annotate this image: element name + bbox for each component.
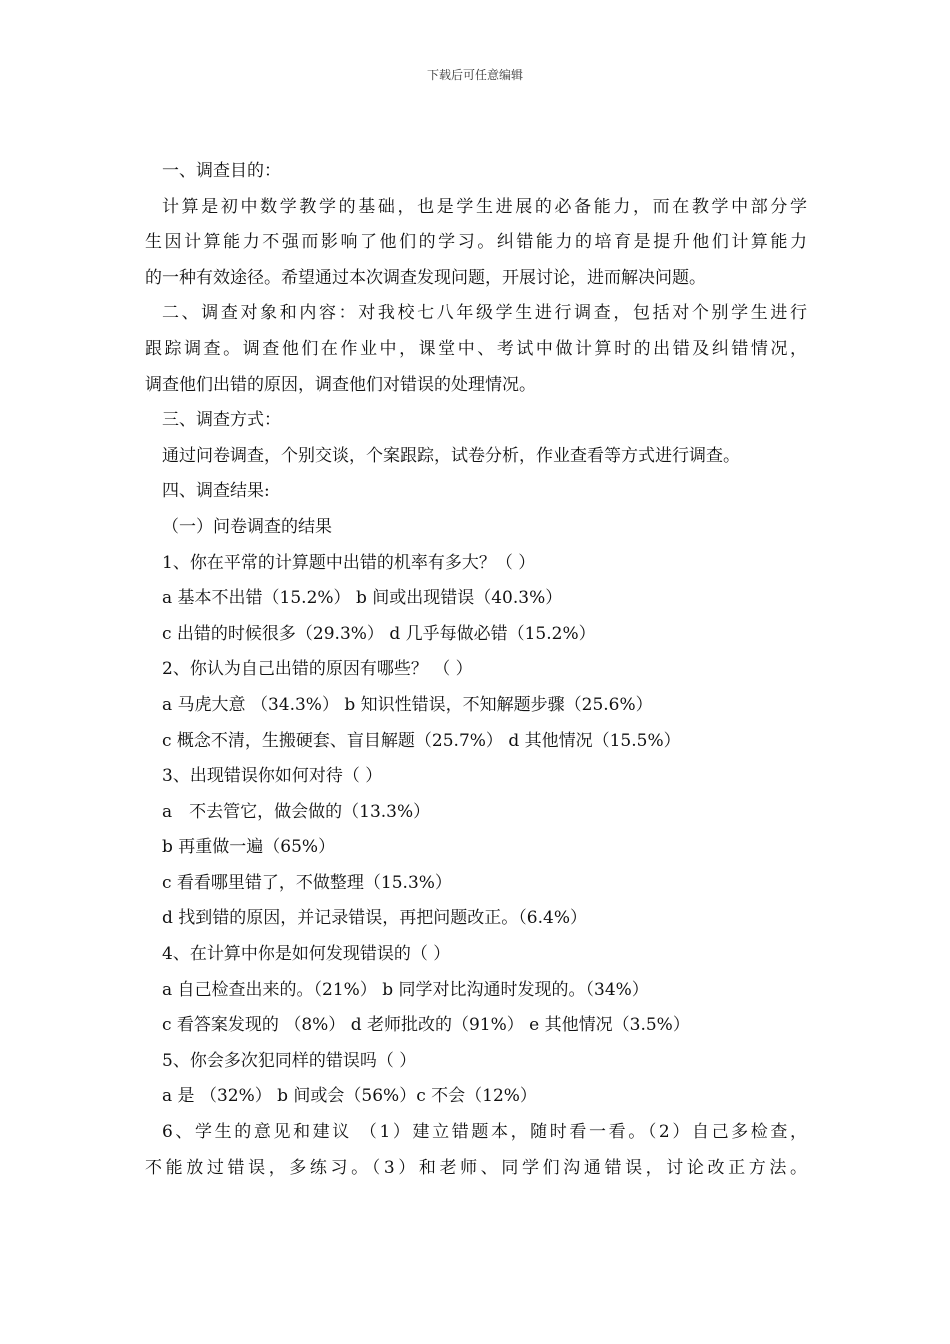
- document-body: [145, 154, 807, 1186]
- question-1: 1、你在平常的计算题中出错的机率有多大？（ ）: [162, 552, 536, 573]
- question-4-options: c 看答案发现的 （8%） d 老师批改的（91%） e 其他情况（3.5%）: [162, 1015, 690, 1036]
- question-1-options: a 基本不出错（15.2%） b 间或出现错误（40.3%）: [162, 588, 563, 609]
- section-4-subtitle: （一）问卷调查的结果: [162, 516, 332, 537]
- question-3-option: b 再重做一遍（65%）: [162, 837, 336, 858]
- question-5-options: a 是 （32%） b 间或会（56%）c 不会（12%）: [162, 1086, 537, 1107]
- section-3-title: 三、调查方式：: [162, 410, 281, 431]
- question-4: 4、在计算中你是如何发现错误的（ ）: [162, 944, 451, 965]
- question-4-options: a 自己检查出来的。（21%） b 同学对比沟通时发现的。（34%）: [162, 979, 649, 1000]
- section-1-paragraph-line: 的一种有效途径。希望通过本次调查发现问题，开展讨论，进而解决问题。: [145, 267, 706, 288]
- question-5: 5、你会多次犯同样的错误吗（ ）: [162, 1050, 417, 1071]
- question-2-options: a 马虎大意 （34.3%） b 知识性错误，不知解题步骤（25.6%）: [162, 694, 653, 715]
- question-3-option: c 看看哪里错了，不做整理（15.3%）: [162, 872, 452, 893]
- question-3-option: d 找到错的原因，并记录错误，再把问题改正。（6.4%）: [162, 908, 587, 929]
- question-3: 3、出现错误你如何对待（ ）: [162, 766, 383, 787]
- section-3-paragraph: 通过问卷调查，个别交谈，个案跟踪，试卷分析，作业查看等方式进行调查。: [162, 445, 740, 466]
- section-2-paragraph-line: 二、调查对象和内容：对我校七八年级学生进行调查，包括对个别学生进行: [162, 303, 807, 324]
- section-4-title: 四、调查结果:: [162, 481, 270, 502]
- question-2: 2、你认为自己出错的原因有哪些？ （ ）: [162, 659, 473, 680]
- section-1-paragraph-line: 计算是初中数学教学的基础，也是学生进展的必备能力，而在教学中部分学: [162, 196, 807, 217]
- section-1-title: 一、调查目的：: [162, 161, 281, 181]
- section-2-paragraph-line: 调查他们出错的原因，调查他们对错误的处理情况。: [145, 374, 536, 395]
- question-3-option: a 不去管它，做会做的（13.3%）: [162, 801, 431, 822]
- question-2-options: c 概念不清，生搬硬套、盲目解题（25.7%） d 其他情况（15.5%）: [162, 730, 681, 751]
- question-6-line: 不能放过错误，多练习。（3）和老师、同学们沟通错误，讨论改正方法。: [145, 1157, 807, 1178]
- section-2-paragraph-line: 跟踪调查。调查他们在作业中，课堂中、考试中做计算时的出错及纠错情况，: [145, 338, 807, 359]
- question-1-options: c 出错的时候很多（29.3%） d 几乎每做必错（15.2%）: [162, 623, 596, 644]
- question-6-line: 6、学生的意见和建议 （1）建立错题本，随时看一看。（2）自己多检查，: [162, 1122, 807, 1143]
- section-1-paragraph-line: 生因计算能力不强而影响了他们的学习。纠错能力的培育是提升他们计算能力: [145, 232, 807, 253]
- page-header: 下载后可任意编辑: [426, 68, 523, 82]
